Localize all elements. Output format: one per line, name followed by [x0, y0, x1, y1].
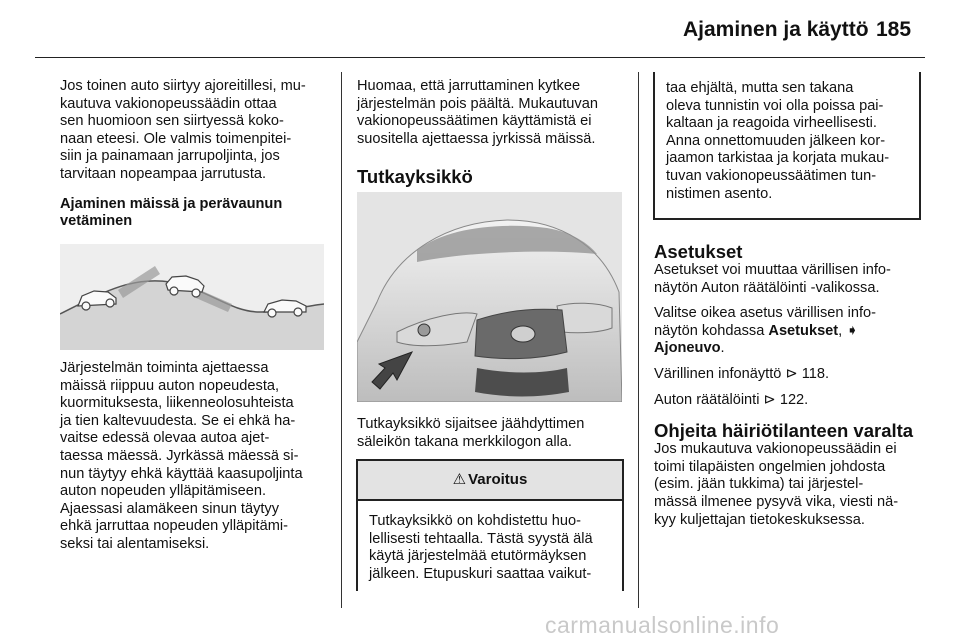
footer-watermark: carmanualsonline.info — [545, 612, 780, 638]
car-front-drawing — [357, 192, 622, 402]
column-divider-2 — [638, 72, 639, 608]
running-head-title: Ajaminen ja käyttö — [683, 18, 869, 41]
menu-path-settings: Asetukset — [768, 322, 839, 339]
warning-box — [356, 459, 624, 591]
column-divider-1 — [341, 72, 342, 608]
radar-heading: Tutkayksikkö — [357, 166, 473, 188]
radar-photo — [357, 192, 622, 402]
column-1 — [60, 78, 335, 231]
hills-paragraph: Järjestelmän toiminta ajettaessa mäissä riippuu auton nopeudesta, kuormituksesta, liikenneolosuhteista ja tien kaltevuudesta. Se ei ehkä ha- vaitse edessä olevaa autoa ajet- taessa mäessä. Jyrkässä mäessä si- nun täytyy ehkä käyttää kaasupoljinta auton nopeuden ylläpitämiseen. Ajaessasi alamäkeen sinun täytyy ehkä jarruttaa nopeuden ylläpitämi- seksi tai alentamiseksi. — [60, 360, 303, 552]
radar-caption: Tutkayksikkö sijaitsee jäähdyttimen säleikön takana merkkilogon alla. — [357, 416, 585, 450]
reference-2: Auton räätälöinti ⊳ 122. — [654, 391, 809, 408]
warning-continued-text: taa ehjältä, mutta sen takana oleva tunnistin voi olla poissa pai- kaltaan ja reagoida virheellisesti. Anna onnettomuuden jälkeen kor- jaamon tarkistaa ja korjata mukau- tuvan vakionopeussäätimen tun- nistimen asento. — [666, 80, 890, 202]
warning-text: Tutkayksikkö on kohdistettu huo- lellisesti tehtaalla. Tästä syystä älä käytä järjestelmää etutörmäyksen jälkeen. Etupuskuri saattaa vaikut- — [369, 513, 593, 582]
column-2 — [357, 78, 632, 188]
page-number: 185 — [876, 18, 912, 41]
col1-intro-paragraph: Jos toinen auto siirtyy ajoreitillesi, mu- kautuva vakionopeussäädin ottaa sen huomioon sen siirtyessä koko- naan eteesi. Ole valmis toimenpitei- siin ja painamaan jarrupoljinta, jos tarvitaan nopeampaa jarrutusta. — [60, 78, 306, 182]
reference-1: Värillinen infonäyttö ⊳ 118. — [654, 365, 830, 382]
page-ref-icon: ⊳ — [763, 391, 776, 408]
hills-subheading: Ajaminen mäissä ja perävaunun vetäminen — [60, 195, 283, 230]
menu-path-vehicle: Ajoneuvo — [654, 340, 721, 357]
page-ref-icon: ⊳ — [785, 365, 798, 382]
hills-illustration — [60, 244, 324, 350]
fault-heading: Ohjeita häiriötilanteen varalta — [654, 420, 914, 442]
warning-triangle-icon: ⚠ — [452, 471, 467, 488]
header-rule — [35, 57, 925, 58]
page-ref-link-122[interactable]: 122. — [779, 391, 809, 408]
settings-paragraph-1: Asetukset voi muuttaa värillisen info- näytön Auton räätälöinti -valikossa. — [654, 262, 891, 296]
warning-header — [358, 461, 622, 501]
column-1-body — [60, 360, 335, 554]
column-3 — [654, 242, 934, 529]
page-ref-link-118[interactable]: 118. — [801, 365, 830, 382]
menu-arrow-icon: ➧ — [846, 322, 859, 339]
hills-drawing — [60, 244, 324, 350]
fault-paragraph: Jos mukautuva vakionopeussäädin ei toimi tilapäisten ongelmien johdosta (esim. jään tukkima) tai järjestel- mässä ilmenee pysyvä vika, viesti nä- kyy kuljettajan tietokeskuksessa. — [654, 441, 899, 528]
settings-heading: Asetukset — [654, 241, 743, 262]
warning-title: Varoitus — [468, 471, 528, 488]
col2-intro-paragraph: Huomaa, että jarruttaminen kytkee järjestelmän pois päältä. Mukautuvan vakionopeussäätimen käyttämistä ei suositella ajettaessa jyrkissä mäissä. — [357, 78, 598, 147]
settings-paragraph-2: Valitse oikea asetus värillisen info- näytön kohdassa Asetukset, ➧ Ajoneuvo. — [654, 305, 876, 357]
warning-box-continued — [653, 72, 921, 220]
